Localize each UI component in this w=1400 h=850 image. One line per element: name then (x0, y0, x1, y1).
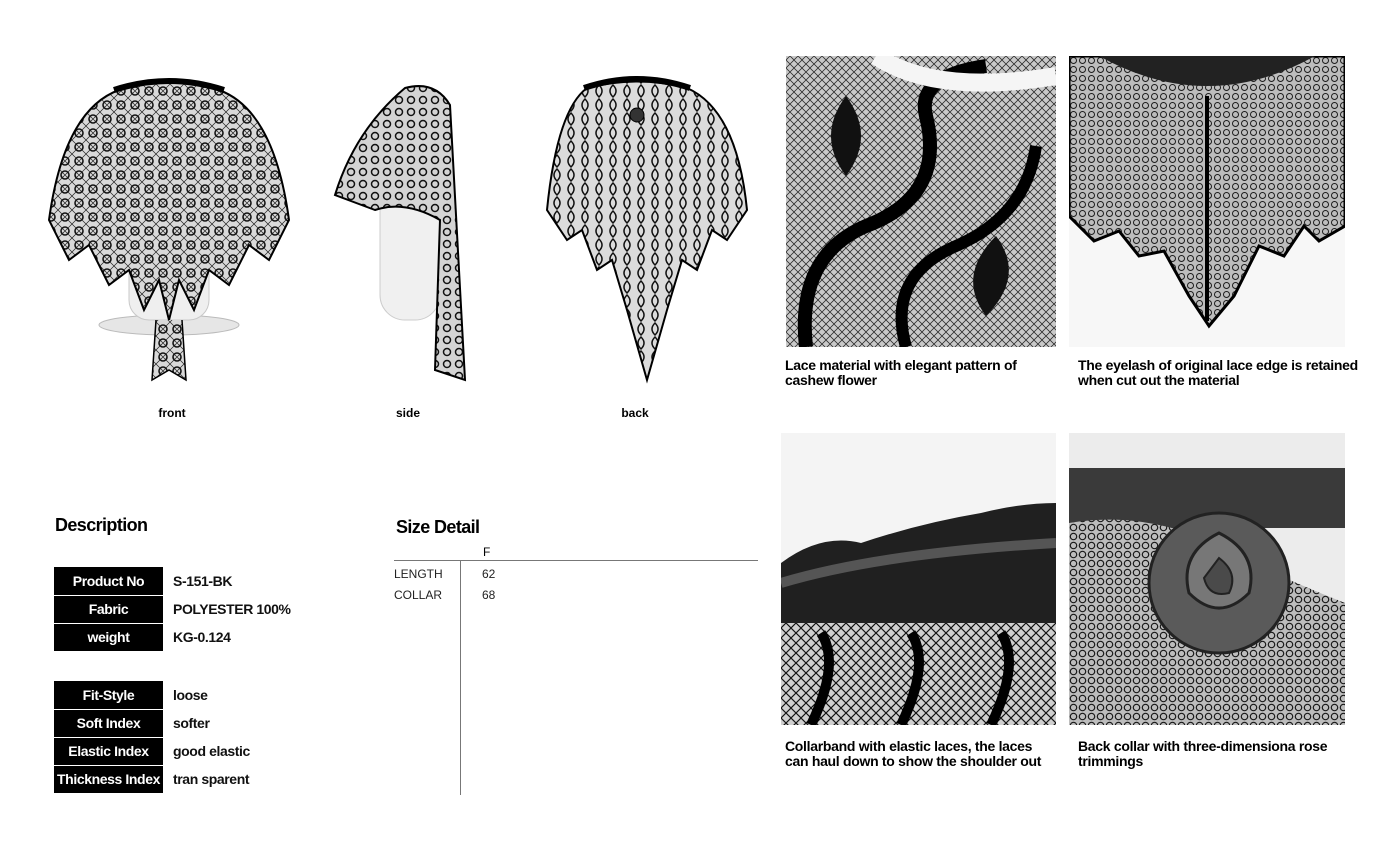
front-view-image (44, 70, 294, 390)
attribute-key: Thickness Index (54, 765, 163, 793)
caption-line: trimmings (1078, 753, 1143, 769)
size-header-divider (394, 560, 758, 561)
size-detail-title: Size Detail (396, 517, 480, 537)
spec-key: Fabric (54, 595, 163, 623)
table-row (54, 765, 314, 793)
detail-photo-cashew-lace (786, 56, 1056, 347)
caption-line: Collarband with elastic laces, the laces (785, 738, 1033, 754)
caption-line: Lace material with elegant pattern of (785, 357, 1017, 373)
detail-caption-rose-trim (1078, 739, 1368, 769)
caption-line: Back collar with three-dimensiona rose (1078, 738, 1328, 754)
size-column-header: F (483, 545, 491, 559)
size-row-label: COLLAR (394, 588, 443, 602)
attribute-key: Fit-Style (54, 681, 163, 709)
spec-key: Product No (54, 567, 163, 595)
front-view-label: front (158, 406, 186, 420)
size-row-label: LENGTH (394, 567, 443, 581)
attribute-key: Elastic Index (54, 737, 163, 765)
side-view-image (285, 70, 535, 390)
detail-photo-rose-trim (1069, 433, 1345, 725)
spec-value: S-151-BK (173, 573, 233, 589)
caption-line: when cut out the material (1078, 372, 1240, 388)
detail-photo-collarband (781, 433, 1056, 725)
table-row (54, 709, 314, 737)
attribute-value: good elastic (173, 743, 250, 759)
attribute-value: loose (173, 687, 208, 703)
table-row (54, 681, 314, 709)
attribute-key: Soft Index (54, 709, 163, 737)
side-view-label: side (395, 406, 420, 420)
detail-caption-collarband (785, 739, 1065, 769)
detail-photo-eyelash-edge (1069, 56, 1345, 347)
attribute-table (54, 681, 314, 794)
back-view-label: back (621, 406, 649, 420)
table-row (54, 595, 314, 623)
table-row (54, 623, 314, 651)
size-row-value: 62 (482, 567, 496, 581)
detail-caption-eyelash-edge (1078, 358, 1378, 388)
attribute-value: tran sparent (173, 771, 250, 787)
spec-key: weight (54, 623, 163, 651)
description-title: Description (55, 515, 148, 535)
table-row (54, 737, 314, 765)
back-view-image (522, 70, 772, 390)
size-column-divider (460, 561, 461, 795)
spec-value: POLYESTER 100% (173, 601, 291, 617)
attribute-value: softer (173, 715, 210, 731)
detail-caption-cashew-lace (785, 358, 1060, 388)
table-row (54, 567, 314, 595)
caption-line: The eyelash of original lace edge is retained (1078, 357, 1358, 373)
spec-table (54, 567, 314, 652)
spec-value: KG-0.124 (173, 629, 231, 645)
caption-line: can haul down to show the shoulder out (785, 753, 1042, 769)
caption-line: cashew flower (785, 372, 877, 388)
size-row-value: 68 (482, 588, 496, 602)
